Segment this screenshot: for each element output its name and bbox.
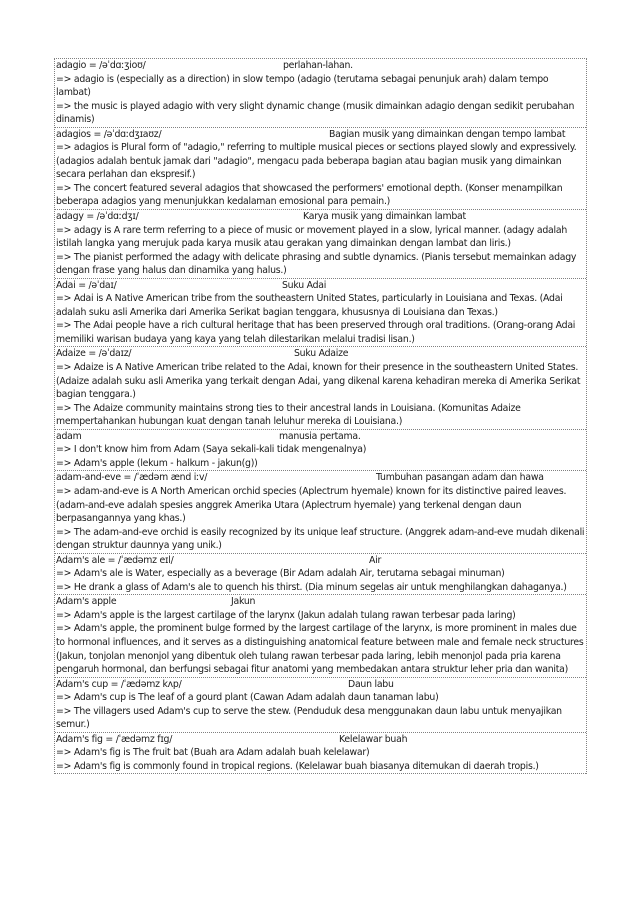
example-line: => Adam's apple, the prominent bulge formed by the largest cartilage of the larynx, is more prominent in males due to hormonal influences, and it serves as a distinguishing anatomical feature between male and female neck structures (Jakun, tonjolan menonjol yang dibentuk oleh tulang rawan terbesar pada laring, lebih menonjol pada pria karena pengaruh hormonal, dan berfungsi sebagai fitur anatomi yang membedakan antara struktur leher pria dan wanita) (56, 623, 584, 676)
entry-head (56, 128, 585, 142)
entry-adams-ale (55, 554, 586, 596)
entry-adaize (55, 347, 586, 429)
translation: Air (369, 554, 382, 566)
definition-line: => adam-and-eve is A North American orchid species (Aplectrum hyemale) known for its distinctive paired leaves. (adam-and-eve adalah spesies anggrek Amerika Utara (Aplectrum hyemale) yang terkenal dengan daun berpasangannya yang khas.) (56, 485, 567, 525)
entry-adam-and-eve (55, 471, 586, 553)
entry-adagios (55, 128, 586, 210)
definition-line: => adagio is (especially as a direction) in slow tempo (adagio (terutama sebagai penunjuk arah) dalam tempo lambat) (56, 73, 549, 99)
entry-head (56, 210, 585, 224)
translation: perlahan-lahan. (283, 60, 353, 71)
headword: Adam's ale = /ˈædəmz eɪl/ (56, 554, 174, 566)
entry-adams-fig (55, 733, 586, 775)
entry-head (56, 733, 585, 747)
example-line: => The villagers used Adam's cup to serve the stew. (Penduduk desa menggunakan daun labu untuk menyajikan semur.) (56, 705, 562, 731)
headword: Adam's apple (56, 596, 117, 608)
entry-adam (55, 430, 586, 472)
definition-line: => Adaize is A Native American tribe related to the Adai, known for their presence in the southeastern United States. (Adaize adalah suku asli Amerika yang terkait dengan Adai, yang dikenal karena kehadiran mereka di Amerika Serikat bagian tenggara.) (56, 362, 581, 401)
definition-line: => Adam's apple is the largest cartilage of the larynx (Jakun adalah tulang rawan terbesar pada laring) (56, 609, 516, 621)
headword: Adaize = /əˈdaɪz/ (56, 348, 132, 360)
example-line: => The adam-and-eve orchid is easily recognized by its unique leaf structure. (Anggrek adam-and-eve mudah dikenali dengan struktur daunnya yang unik.) (56, 526, 585, 552)
example-line: => the music is played adagio with very slight dynamic change (musik dimainkan adagio dengan sedikit perubahan dinamis) (56, 100, 575, 126)
entry-adams-cup (55, 678, 586, 733)
entry-head (56, 347, 585, 361)
headword: Adam's fig = /ˈædəmz fɪg/ (56, 733, 173, 745)
entry-head (56, 678, 585, 692)
definition-line: => Adam's cup is The leaf of a gourd plant (Cawan Adam adalah daun tanaman labu) (56, 692, 439, 704)
example-line: => He drank a glass of Adam's ale to quench his thirst. (Dia minum segelas air untuk menghilangkan dahaganya.) (56, 581, 567, 593)
translation: manusia pertama. (279, 430, 361, 442)
translation: Karya musik yang dimainkan lambat (303, 211, 466, 223)
dictionary-table (54, 58, 587, 774)
example-line: => The concert featured several adagios that showcased the performers' emotional depth. (Konser menampilkan beberapa adagios yang menunjukkan kedalaman emosional para pemain.) (56, 182, 563, 208)
entry-adagy (55, 210, 586, 279)
headword: Adai = /əˈdaɪ/ (56, 279, 117, 291)
entry-adagio (55, 59, 586, 128)
entry-head (56, 59, 585, 73)
translation: Suku Adaize (294, 348, 349, 360)
definition-line: => adagy is A rare term referring to a piece of music or movement played in a slow, lyrical manner. (adagy adalah istilah langka yang merujuk pada karya musik atau gerakan yang dimainkan dengan lambat dan liris.) (56, 224, 568, 250)
entry-head (56, 471, 585, 485)
example-line: => Adam's apple (lekum - halkum - jakun(g)) (56, 457, 258, 469)
entry-adai (55, 279, 586, 348)
headword: adam (56, 430, 82, 442)
translation: Bagian musik yang dimainkan dengan tempo lambat (329, 128, 566, 140)
translation: Jakun (231, 596, 256, 608)
headword: adagios = /əˈdɑːdʒɪaʊz/ (56, 128, 162, 140)
headword: adam-and-eve = /ˈædəm ænd iːv/ (56, 472, 208, 484)
entry-head (56, 430, 585, 444)
translation: Daun labu (348, 678, 394, 690)
entry-head (56, 279, 585, 293)
headword: Adam's cup = /ˈædəmz kʌp/ (56, 678, 182, 690)
translation: Suku Adai (282, 279, 327, 291)
example-line: => The Adaize community maintains strong ties to their ancestral lands in Louisiana. (Komunitas Adaize mempertahankan hubungan kuat dengan tanah leluhur mereka di Louisiana.) (56, 402, 521, 428)
definition-line: => adagios is Plural form of "adagio," referring to multiple musical pieces or sections played slowly and expressively. (adagios adalah bentuk jamak dari "adagio", mengacu pada beberapa bagian atau bagian musik yang dimainkan secara perlahan dan ekspresif.) (56, 142, 577, 181)
headword: adagy = /əˈdɑːdʒɪ/ (56, 211, 139, 223)
definition-line: => Adam's fig is The fruit bat (Buah ara Adam adalah buah kelelawar) (56, 747, 370, 759)
translation: Tumbuhan pasangan adam dan hawa (376, 472, 544, 484)
translation: Kelelawar buah (339, 733, 408, 745)
example-line: => The pianist performed the adagy with delicate phrasing and subtle dynamics. (Pianis tersebut memainkan adagy dengan frase yang halus dan dinamika yang halus.) (56, 251, 577, 277)
example-line: => I don't know him from Adam (Saya sekali-kali tidak mengenalnya) (56, 444, 367, 456)
example-line: => Adam's fig is commonly found in tropical regions. (Kelelawar buah biasanya ditemukan di daerah tropis.) (56, 760, 539, 772)
headword: adagio = /əˈdɑːʒioʊ/ (56, 60, 146, 71)
entry-adams-apple (55, 595, 586, 677)
definition-line: => Adam's ale is Water, especially as a beverage (Bir Adam adalah Air, terutama sebagai minuman) (56, 568, 505, 580)
entry-head (56, 595, 585, 609)
example-line: => The Adai people have a rich cultural heritage that has been preserved through oral traditions. (Orang-orang Adai memiliki warisan budaya yang kaya yang telah dilestarikan melalui tradisi lisan.) (56, 320, 576, 345)
definition-line: => Adai is A Native American tribe from the southeastern United States, particularly in Louisiana and Texas. (Adai adalah suku asli Amerika dari Amerika Serikat bagian tenggara, khususnya di Louisiana dan Texas.) (56, 293, 563, 318)
entry-head (56, 554, 585, 568)
